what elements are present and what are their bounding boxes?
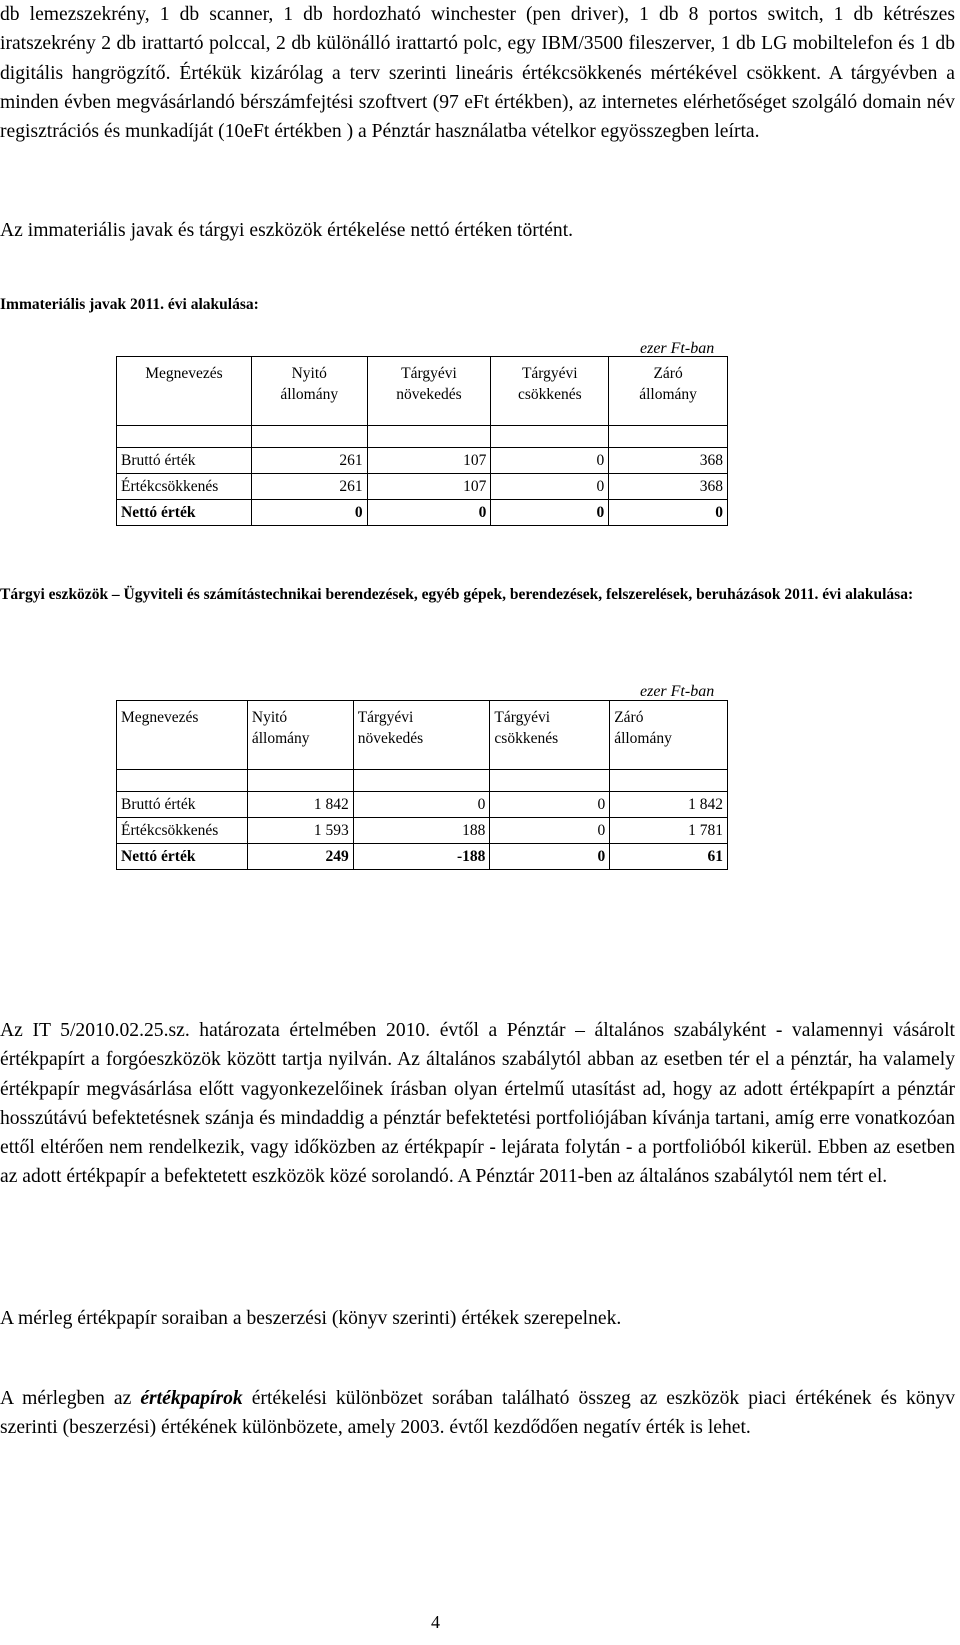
cell-value: 1 593 bbox=[247, 818, 353, 844]
cell-value: 107 bbox=[367, 448, 491, 474]
cell-value: 261 bbox=[251, 448, 367, 474]
cell-value: 0 bbox=[353, 792, 490, 818]
table2-unit: ezer Ft-ban bbox=[640, 683, 715, 700]
difference-suffix: értékelési különbözet sorában található összeg az eszközök piaci értékének és könyv szerinti (beszerzési) értékének különbözete, amely 2003. évtől kezdődően negatív érték is lehet. bbox=[0, 1388, 955, 1439]
intro-line: kizárólag a terv szerinti lineáris értékcsökkenés mértékével csökkent. A tárgyévben a bbox=[250, 62, 955, 84]
intro-line: minden évben megvásárlandó bérszámfejtési szoftvert (97 eFt értékben), az internetes bbox=[0, 91, 678, 113]
cell-value: 368 bbox=[609, 474, 728, 500]
table1-header-cell: Nyitó állomány bbox=[251, 357, 367, 426]
cell-value: 1 842 bbox=[610, 792, 728, 818]
cell-value: 61 bbox=[610, 844, 728, 870]
table-row bbox=[117, 792, 728, 818]
table2-header-cell: Nyitó állomány bbox=[247, 701, 353, 770]
table1-header-cell: Tárgyévi növekedés bbox=[367, 357, 491, 426]
table2-header-cell: Tárgyévi növekedés bbox=[353, 701, 490, 770]
row-label: Értékcsökkenés bbox=[117, 474, 252, 500]
cell-value: 0 bbox=[491, 448, 609, 474]
page-number: 4 bbox=[431, 1612, 440, 1632]
securities-paragraph: Az IT 5/2010.02.25.sz. határozata értelmében 2010. évtől a Pénztár – általános szabályként - valamennyi vásárolt értékpapírt a forgóeszközök között tartja nyilván. Az általános szabálytól abban az esetben tér el a pénztár, ha valamely értékpapír megvásárlása előtt vagyonkezelőinek írásban olyan értelmű utasítást ad, hogy az adott értékpapírt a pénztár hosszútávú befektetésnek szánja és mindaddig a pénztár befektetési portfoliójában kívánja tartani, amíg erre vonatkozóan ettől eltérően nem rendelkezik, vagy időközben az értékpapír - lejárata folytán - a portfolióból kikerül. Ebben az esetben az adott értékpapír a befektetett eszközök közé sorolandó. A Pénztár 2011-ben az általános szabálytól nem tért el. bbox=[0, 1020, 955, 1188]
table-row bbox=[117, 818, 728, 844]
table1-header-cell: Megnevezés bbox=[117, 357, 252, 426]
intro-line: switch, 1 db kétrészes iratszekrény 2 db irattartó polccal, 2 db különálló irattartó polc, egy bbox=[0, 4, 956, 55]
cell-value: 249 bbox=[247, 844, 353, 870]
table2-tangible-assets bbox=[116, 700, 728, 870]
table-row bbox=[117, 474, 728, 500]
table2-header-cell: Záró állomány bbox=[610, 701, 728, 770]
cell-value: 0 bbox=[490, 792, 610, 818]
table1-header-row bbox=[117, 357, 728, 426]
difference-prefix: A mérlegben az bbox=[0, 1388, 141, 1409]
table-row bbox=[117, 844, 728, 870]
cell-value: 107 bbox=[367, 474, 491, 500]
cell-value: 0 bbox=[490, 818, 610, 844]
balance-sentence: A mérleg értékpapír soraiban a beszerzési (könyv szerinti) értékek szerepelnek. bbox=[0, 1308, 622, 1329]
difference-emphasis: értékpapírok bbox=[140, 1388, 243, 1409]
row-label: Bruttó érték bbox=[117, 448, 252, 474]
valuation-note: Az immateriális javak és tárgyi eszközök értékelése nettó értéken történt. bbox=[0, 220, 574, 241]
table1-intangible-assets bbox=[116, 356, 728, 526]
table1-header-cell: Záró állomány bbox=[609, 357, 728, 426]
table2-header-cell: Megnevezés bbox=[117, 701, 248, 770]
cell-value: 0 bbox=[491, 500, 609, 526]
table2-heading: Tárgyi eszközök – Ügyviteli és számítástechnikai berendezések, egyéb gépek, berendezések, felszerelések, beruházások 2011. évi alakulása: bbox=[0, 586, 914, 603]
cell-value: 0 bbox=[609, 500, 728, 526]
cell-value: 1 842 bbox=[247, 792, 353, 818]
table1-header-cell: Tárgyévi csökkenés bbox=[491, 357, 609, 426]
intro-line: használatba vételkor egyösszegben leírta. bbox=[435, 121, 760, 143]
row-label: Nettó érték bbox=[117, 500, 252, 526]
intro-line: db lemezszekrény, 1 db scanner, 1 db hordozható winchester (pen driver), 1 db 8 portos bbox=[0, 4, 758, 25]
cell-value: 0 bbox=[251, 500, 367, 526]
table2-header-cell: Tárgyévi csökkenés bbox=[490, 701, 610, 770]
difference-paragraph bbox=[0, 1384, 955, 1443]
intro-line: elérhetőséget szolgáló domain név regisztrációs és munkadíját (10eFt értékben ) a Pénztár bbox=[0, 91, 955, 143]
table1-spacer-row bbox=[117, 426, 728, 448]
table-row bbox=[117, 448, 728, 474]
table1-unit: ezer Ft-ban bbox=[640, 340, 715, 357]
row-label: Bruttó érték bbox=[117, 792, 248, 818]
intro-paragraph bbox=[0, 0, 955, 146]
cell-value: 1 781 bbox=[610, 818, 728, 844]
cell-value: 188 bbox=[353, 818, 490, 844]
row-label: Nettó érték bbox=[117, 844, 248, 870]
row-label: Értékcsökkenés bbox=[117, 818, 248, 844]
table2-header-row bbox=[117, 701, 728, 770]
table-row bbox=[117, 500, 728, 526]
cell-value: 0 bbox=[491, 474, 609, 500]
cell-value: -188 bbox=[353, 844, 490, 870]
cell-value: 261 bbox=[251, 474, 367, 500]
table2-spacer-row bbox=[117, 770, 728, 792]
table1-heading: Immateriális javak 2011. évi alakulása: bbox=[0, 296, 259, 313]
cell-value: 0 bbox=[367, 500, 491, 526]
cell-value: 0 bbox=[490, 844, 610, 870]
cell-value: 368 bbox=[609, 448, 728, 474]
intro-line: IBM/3500 fileszerver, 1 db LG mobiltelefon és 1 db digitális hangrögzítő. Értékük bbox=[0, 33, 955, 84]
